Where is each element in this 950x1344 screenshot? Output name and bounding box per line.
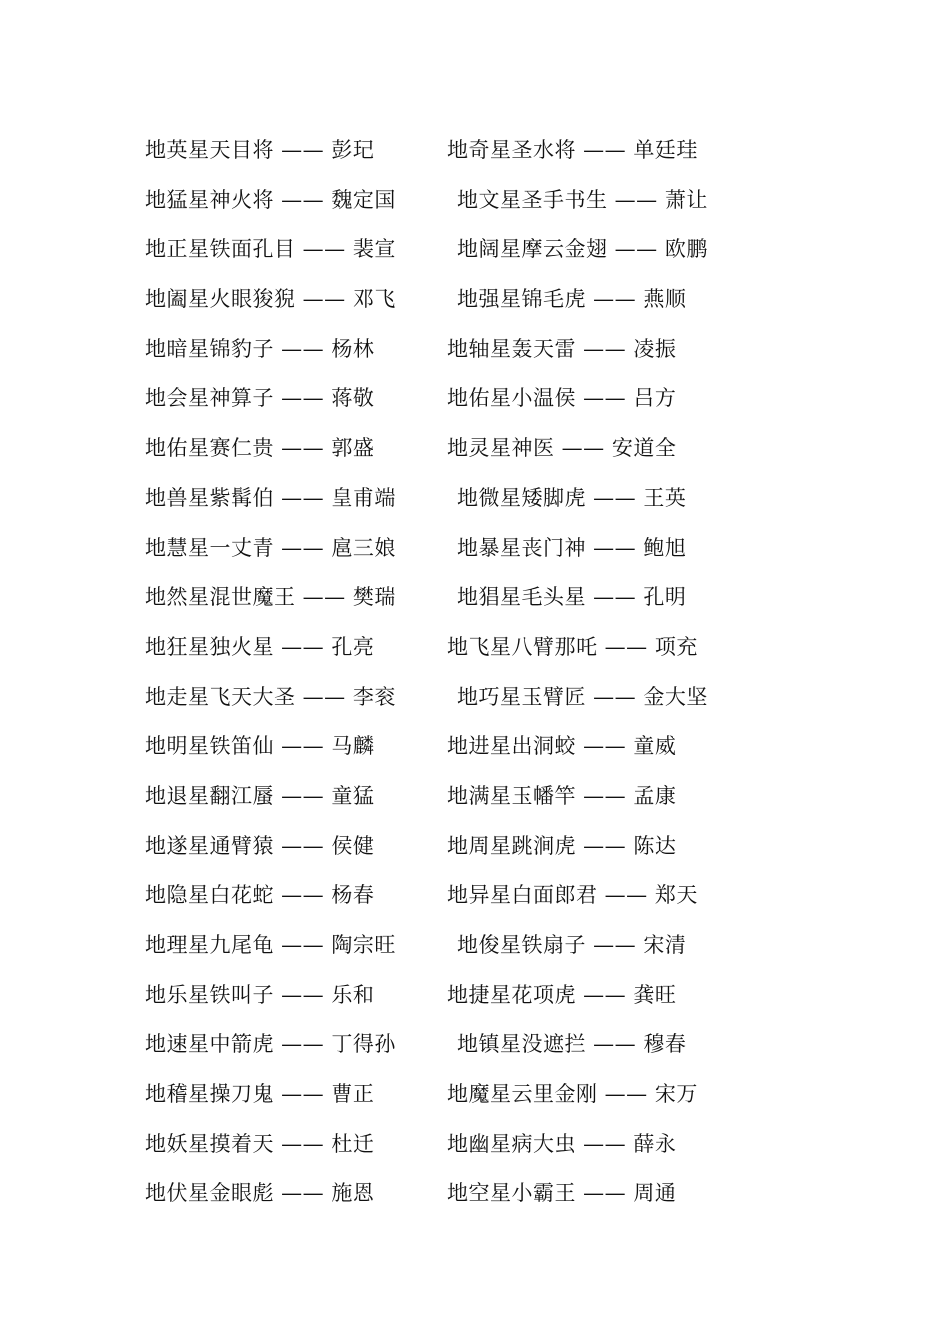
list-item (0, 1074, 950, 1124)
left-entry: 地退星翻江蜃 —— 童猛 (145, 783, 375, 808)
star-name-list (0, 130, 950, 1223)
left-entry: 地明星铁笛仙 —— 马麟 (145, 734, 375, 759)
right-entry: 地满星玉幡竿 —— 孟康 (447, 783, 677, 808)
list-item (0, 925, 950, 975)
left-entry: 地慧星一丈青 —— 扈三娘 (145, 535, 396, 560)
left-entry: 地速星中箭虎 —— 丁得孙 (145, 1032, 396, 1057)
right-entry: 地空星小霸王 —— 周通 (447, 1181, 677, 1206)
left-entry: 地正星铁面孔目 —— 裴宣 (145, 237, 396, 262)
right-entry: 地进星出洞蛟 —— 童威 (447, 734, 677, 759)
right-entry: 地飞星八臂那吒 —— 项充 (447, 634, 698, 659)
right-entry: 地魔星云里金刚 —— 宋万 (447, 1082, 698, 1107)
right-entry: 地周星跳涧虎 —— 陈达 (447, 833, 677, 858)
left-entry: 地会星神算子 —— 蒋敬 (145, 386, 375, 411)
list-item (0, 1124, 950, 1174)
left-entry: 地理星九尾龟 —— 陶宗旺 (145, 933, 396, 957)
left-entry: 地然星混世魔王 —— 樊瑞 (145, 585, 396, 610)
right-entry: 地异星白面郎君 —— 郑天 (447, 883, 698, 908)
left-entry: 地走星飞天大圣 —— 李衮 (145, 684, 396, 709)
list-item (0, 627, 950, 677)
right-entry: 地文星圣手书生 —— 萧让 (457, 187, 708, 212)
right-entry: 地阔星摩云金翅 —— 欧鹏 (457, 237, 708, 262)
right-entry: 地幽星病大虫 —— 薛永 (447, 1131, 677, 1156)
list-item (0, 130, 950, 180)
right-entry: 地强星锦毛虎 —— 燕顺 (457, 287, 687, 312)
left-entry: 地乐星铁叫子 —— 乐和 (145, 982, 375, 1007)
list-item (0, 776, 950, 826)
list-item (0, 229, 950, 279)
list-item (0, 826, 950, 876)
right-entry: 地奇星圣水将 —— 单廷珪 (447, 138, 698, 162)
list-item (0, 875, 950, 925)
left-entry: 地兽星紫髯伯 —— 皇甫端 (145, 485, 396, 510)
list-item (0, 577, 950, 627)
right-entry: 地捷星花项虎 —— 龚旺 (447, 982, 677, 1007)
left-entry: 地妖星摸着天 —— 杜迁 (145, 1131, 375, 1156)
right-entry: 地猖星毛头星 —— 孔明 (457, 585, 687, 610)
list-item (0, 180, 950, 230)
list-item (0, 677, 950, 727)
list-item (0, 378, 950, 428)
list-item (0, 428, 950, 478)
right-entry: 地巧星玉臂匠 —— 金大坚 (457, 684, 708, 709)
left-entry: 地隐星白花蛇 —— 杨春 (145, 883, 375, 908)
list-item (0, 279, 950, 329)
left-entry: 地英星天目将 —— 彭玘 (145, 138, 375, 162)
list-item (0, 975, 950, 1025)
list-item (0, 1024, 950, 1074)
list-item (0, 528, 950, 578)
left-entry: 地暗星锦豹子 —— 杨林 (145, 336, 375, 361)
left-entry: 地稽星操刀鬼 —— 曹正 (145, 1082, 375, 1107)
right-entry: 地俊星铁扇子 —— 宋清 (457, 933, 687, 957)
list-item (0, 329, 950, 379)
list-item (0, 478, 950, 528)
left-entry: 地阖星火眼狻猊 —— 邓飞 (145, 287, 396, 312)
right-entry: 地轴星轰天雷 —— 凌振 (447, 336, 677, 361)
right-entry: 地暴星丧门神 —— 鲍旭 (457, 535, 687, 560)
left-entry: 地伏星金眼彪 —— 施恩 (145, 1181, 375, 1206)
left-entry: 地猛星神火将 —— 魏定国 (145, 187, 396, 212)
right-entry: 地灵星神医 —— 安道全 (447, 436, 677, 461)
right-entry: 地镇星没遮拦 —— 穆春 (457, 1032, 687, 1057)
right-entry: 地佑星小温侯 —— 吕方 (447, 386, 677, 411)
right-entry: 地微星矮脚虎 —— 王英 (457, 485, 687, 510)
left-entry: 地佑星赛仁贵 —— 郭盛 (145, 436, 375, 461)
left-entry: 地遂星通臂猿 —— 侯健 (145, 833, 375, 858)
list-item (0, 726, 950, 776)
list-item (0, 1173, 950, 1223)
left-entry: 地狂星独火星 —— 孔亮 (145, 634, 375, 659)
